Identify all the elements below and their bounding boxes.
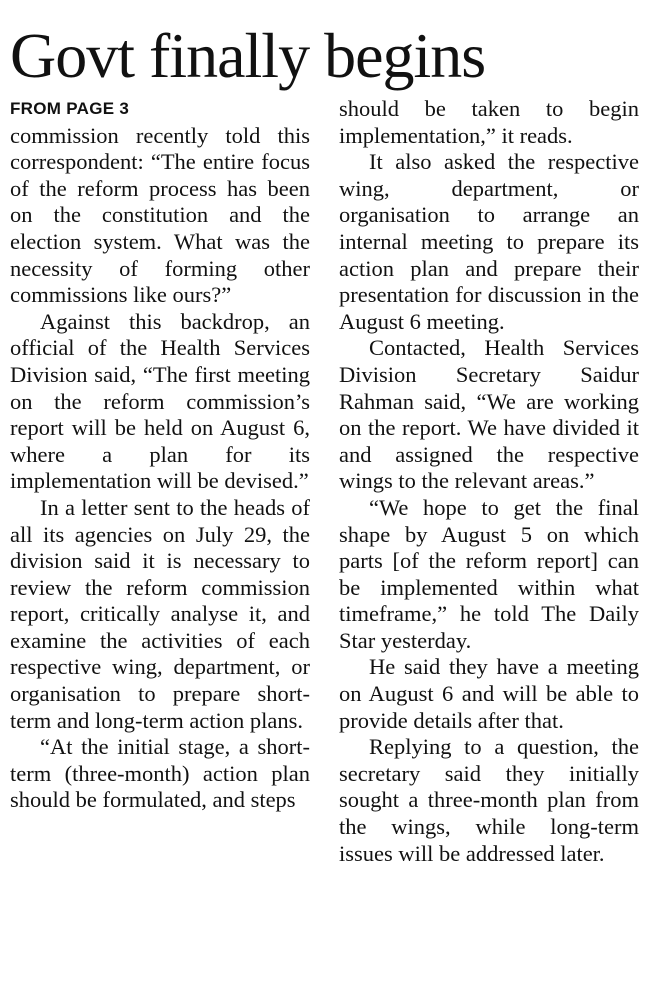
right-column (339, 96, 639, 867)
paragraph: commission recently told this correspondent: “The entire focus of the reform process has been on the constitution and the election system. What was the necessity of forming other commissions like ours?” (10, 122, 310, 308)
paragraph: should be taken to begin implementation,” it reads. (339, 96, 639, 148)
paragraph: Against this backdrop, an official of the Health Services Division said, “The first meeting on the reform commission’s report will be held on August 6, where a plan for its implementation will be devised.” (10, 308, 310, 494)
paragraph: He said they have a meeting on August 6 and will be able to provide details after that. (339, 654, 639, 733)
paragraph: It also asked the respective wing, department, or organisation to arrange an internal meeting to prepare its action plan and prepare their presentation for discussion in the August 6 meeting. (339, 149, 639, 334)
paragraph: In a letter sent to the heads of all its agencies on July 29, the division said it is necessary to review the reform commission report, critically analyse it, and examine the activities of each respective wing, department, or organisation to prepare short-term and long-term action plans. (10, 494, 310, 733)
paragraph: “We hope to get the final shape by August 5 on which parts [of the reform report] can be implemented within what timeframe,” he told The Daily Star yesterday. (339, 494, 639, 653)
headline: Govt finally begins (10, 20, 486, 91)
paragraph: Replying to a question, the secretary said they initially sought a three-month plan from the wings, while long-term issues will be addressed later. (339, 734, 639, 866)
paragraph: “At the initial stage, a short-term (three-month) action plan should be formulated, and steps (10, 734, 310, 813)
paragraph: Contacted, Health Services Division Secretary Saidur Rahman said, “We are working on the report. We have divided it and assigned the respective wings to the relevant areas.” (339, 335, 639, 494)
left-column (10, 96, 310, 814)
continuation-kicker: FROM PAGE 3 (10, 99, 130, 118)
